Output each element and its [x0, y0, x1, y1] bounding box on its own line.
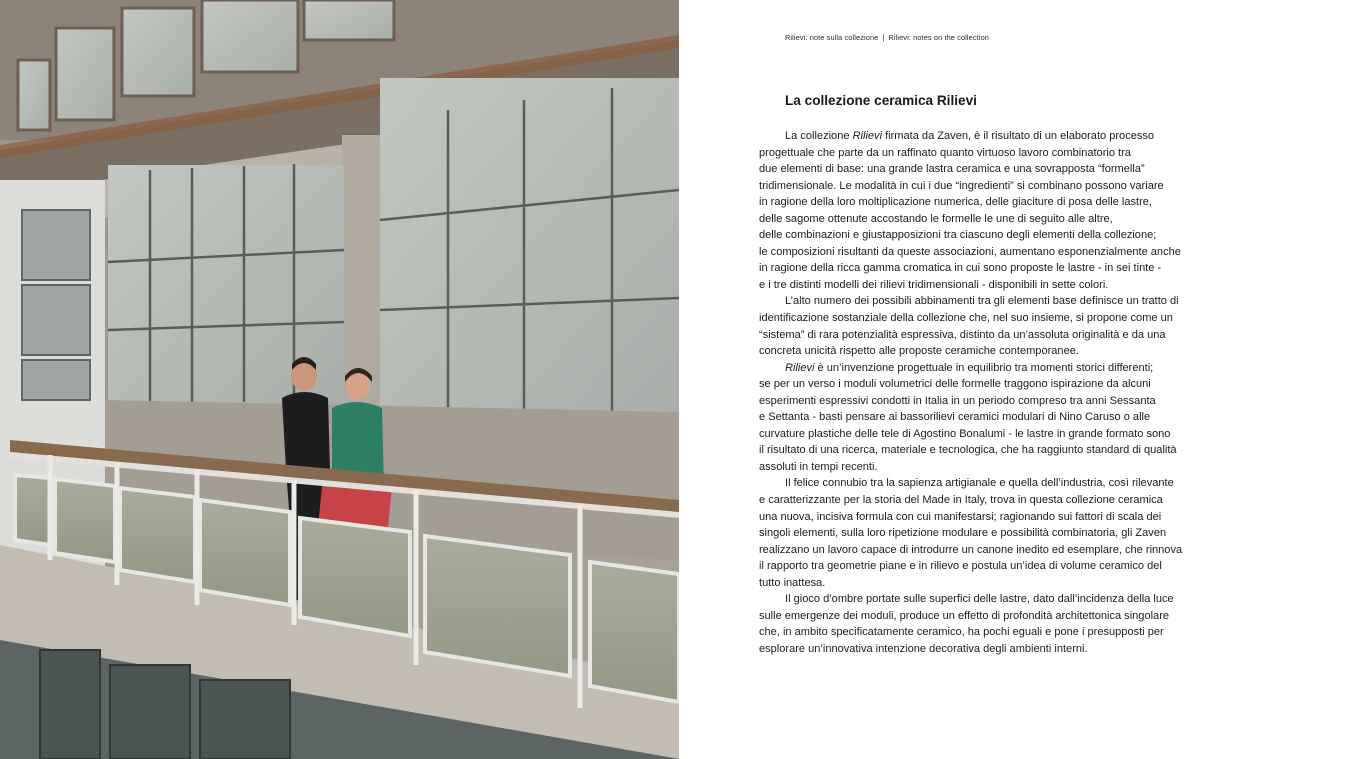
text-line: una nuova, incisiva formula con cui manifestarsi; ragionando sui fattori di scala dei [759, 510, 1162, 523]
text-line: realizzano un lavoro capace di introdurre un canone inedito ed esemplare, che rinnova [759, 543, 1183, 556]
text-line: Il gioco d’ombre portate sulle superfici delle lastre, dato dall’incidenza della luce [785, 593, 1174, 606]
text-line: il rapporto tra geometrie piane e in rilievo e postula un’idea di volume ceramico del [759, 560, 1162, 573]
running-head-separator: | [882, 33, 885, 42]
text-line: La collezione Rilievi firmata da Zaven, è il risultato di un elaborato processo [785, 130, 1155, 142]
italic-term: Rilievi [852, 130, 883, 142]
text-line: L’alto numero dei possibili abbinamenti tra gli elementi base definisce un tratto di [785, 295, 1179, 308]
text-line: esperimenti espressivi condotti in Italia in un periodo compreso tra anni Sessanta [759, 394, 1156, 407]
paragraph [759, 475, 1239, 591]
text-line: e Settanta - basti pensare ai bassorilievi ceramici modulari di Nino Caruso o alle [759, 411, 1151, 424]
text-line: le composizioni risultanti da queste associazioni, aumentano esponenzialmente anche [759, 245, 1181, 258]
body-text [759, 128, 1239, 658]
text-line: “sistema” di rara potenzialità espressiva, distinto da un’assoluta originalità e da una [759, 328, 1166, 341]
paragraph [759, 128, 1239, 293]
text-line: e i tre distinti modelli dei rilievi tridimensionali - disponibili in sette colori. [759, 278, 1109, 291]
text-line: progettuale che parte da un raffinato quanto virtuoso lavoro combinatorio tra [759, 146, 1131, 159]
text-line: curvature plastiche delle tele di Agostino Bonalumi - le lastre in grande formato sono [759, 427, 1171, 440]
italic-term: Rilievi [785, 361, 815, 374]
text-line: tutto inattesa. [759, 576, 826, 589]
text-line: in ragione della loro moltiplicazione numerica, delle giaciture di posa delle lastre, [759, 196, 1152, 209]
text-line: Rilievi è un’invenzione progettuale in equilibrio tra momenti storici differenti; [785, 361, 1154, 374]
text-line: in ragione della ricca gamma cromatica in cui sono proposte le lastre - in sei tinte - [759, 262, 1162, 275]
text-line: concreta unicità rispetto alle proposte ceramiche contemporanee. [759, 345, 1079, 358]
running-head-english: Rilievi: notes on the collection [888, 33, 989, 42]
text-line: tridimensionale. Le modalità in cui i due “ingredienti” si combinano possono variare [759, 179, 1164, 192]
text-line: delle sagome ottenute accostando le formelle le une di seguito alle altre, [759, 212, 1113, 225]
paragraph [759, 360, 1239, 476]
text-line: se per un verso i moduli volumetrici delle formelle traggono ispirazione da alcuni [759, 378, 1151, 391]
text-line: Il felice connubio tra la sapienza artigianale e quella dell’industria, così rilevante [785, 477, 1174, 490]
page-title: La collezione ceramica Rilievi [785, 93, 977, 108]
text-line: singoli elementi, sulla loro ripetizione modulare e possibilità combinatoria, gli Zaven [759, 527, 1167, 540]
paragraph [759, 293, 1239, 359]
text-line: due elementi di base: una grande lastra ceramica e una sovrapposta “formella” [759, 163, 1145, 176]
text-line: e caratterizzante per la storia del Made in Italy, trova in questa collezione ceramica [759, 494, 1163, 507]
paragraph [759, 591, 1239, 657]
text-line: il risultato di una ricerca, materiale e tecnologica, che ha raggiunto standard di qualità [759, 444, 1177, 457]
text-page [679, 0, 1356, 759]
text-line: esplorare un’innovativa intenzione decorativa degli ambienti interni. [759, 642, 1088, 655]
running-head [785, 33, 989, 42]
running-head-italian: Rilievi: note sulla collezione [785, 33, 879, 42]
text-line: sulle emergenze dei moduli, produce un effetto di profondità architettonica singolare [759, 609, 1170, 622]
text-line: delle combinazioni e giustapposizioni tra ciascuno degli elementi della collezione; [759, 229, 1157, 242]
text-line: che, in ambito specificatamente ceramico, ha pochi eguali e pone i presupposti per [759, 626, 1164, 639]
text-line: assoluti in tempi recenti. [759, 460, 878, 473]
text-line: identificazione sostanziale della collezione che, nel suo insieme, si propone come un [759, 312, 1173, 325]
